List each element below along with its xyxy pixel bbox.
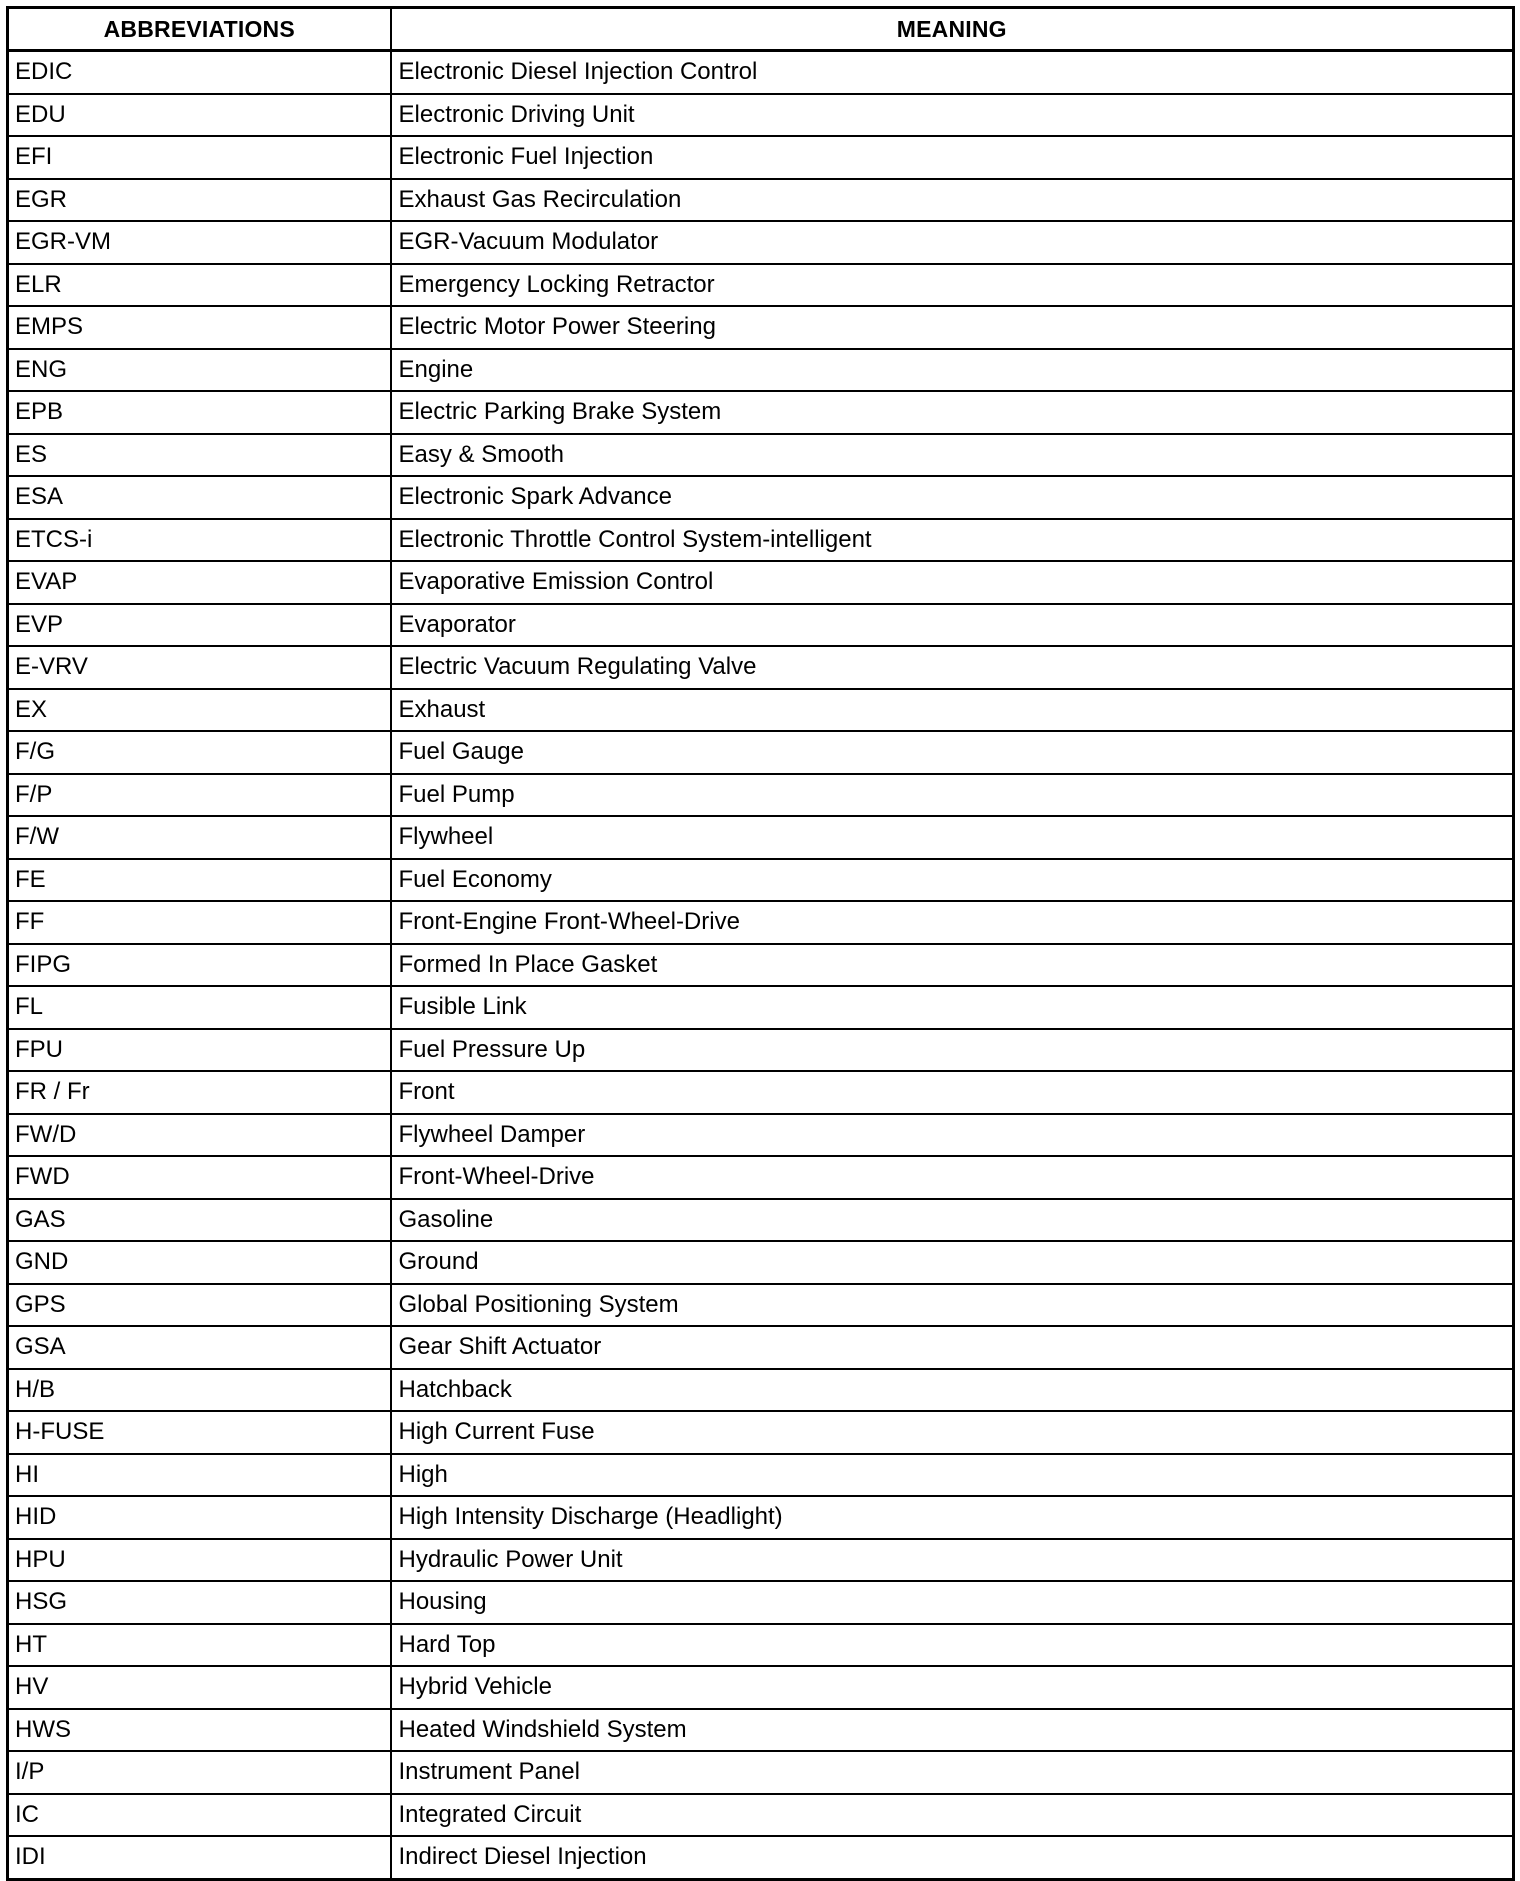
meaning-cell: Electric Vacuum Regulating Valve <box>391 646 1514 689</box>
abbreviation-cell: EDIC <box>8 51 391 94</box>
meaning-cell: Exhaust Gas Recirculation <box>391 179 1514 222</box>
table-row <box>8 1496 1514 1539</box>
table-row <box>8 1624 1514 1667</box>
table-row <box>8 391 1514 434</box>
meaning-cell: Fuel Gauge <box>391 731 1514 774</box>
meaning-cell: Exhaust <box>391 689 1514 732</box>
abbreviation-cell: FF <box>8 901 391 944</box>
table-row <box>8 1326 1514 1369</box>
table-row <box>8 1411 1514 1454</box>
meaning-cell: Global Positioning System <box>391 1284 1514 1327</box>
table-row <box>8 306 1514 349</box>
meaning-cell: Housing <box>391 1581 1514 1624</box>
table-row <box>8 731 1514 774</box>
meaning-cell: Fusible Link <box>391 986 1514 1029</box>
abbreviation-cell: GSA <box>8 1326 391 1369</box>
abbreviation-cell: EVP <box>8 604 391 647</box>
abbreviation-cell: GND <box>8 1241 391 1284</box>
meaning-cell: Flywheel Damper <box>391 1114 1514 1157</box>
meaning-cell: Heated Windshield System <box>391 1709 1514 1752</box>
column-header-abbreviations: ABBREVIATIONS <box>8 8 391 51</box>
meaning-cell: Easy & Smooth <box>391 434 1514 477</box>
meaning-cell: Electric Motor Power Steering <box>391 306 1514 349</box>
table-row <box>8 136 1514 179</box>
table-row <box>8 1114 1514 1157</box>
abbreviation-cell: ENG <box>8 349 391 392</box>
table-row <box>8 859 1514 902</box>
abbreviation-cell: F/P <box>8 774 391 817</box>
meaning-cell: Hard Top <box>391 1624 1514 1667</box>
table-row <box>8 646 1514 689</box>
abbreviation-cell: EFI <box>8 136 391 179</box>
table-row <box>8 1581 1514 1624</box>
table-row <box>8 1836 1514 1879</box>
table-row <box>8 561 1514 604</box>
abbreviation-cell: HID <box>8 1496 391 1539</box>
meaning-cell: Gasoline <box>391 1199 1514 1242</box>
abbreviation-cell: EGR-VM <box>8 221 391 264</box>
meaning-cell: Emergency Locking Retractor <box>391 264 1514 307</box>
table-row <box>8 1454 1514 1497</box>
table-row <box>8 1539 1514 1582</box>
abbreviation-cell: F/W <box>8 816 391 859</box>
table-row <box>8 434 1514 477</box>
meaning-cell: Fuel Economy <box>391 859 1514 902</box>
abbreviation-cell: EGR <box>8 179 391 222</box>
abbreviation-cell: GPS <box>8 1284 391 1327</box>
abbreviations-table <box>6 6 1515 1881</box>
table-row <box>8 1199 1514 1242</box>
abbreviation-cell: FW/D <box>8 1114 391 1157</box>
meaning-cell: Flywheel <box>391 816 1514 859</box>
meaning-cell: EGR-Vacuum Modulator <box>391 221 1514 264</box>
table-row <box>8 476 1514 519</box>
meaning-cell: Fuel Pump <box>391 774 1514 817</box>
table-row <box>8 901 1514 944</box>
abbreviation-cell: ESA <box>8 476 391 519</box>
abbreviation-cell: FE <box>8 859 391 902</box>
table-row <box>8 1029 1514 1072</box>
abbreviation-cell: FWD <box>8 1156 391 1199</box>
meaning-cell: Electronic Throttle Control System-intelligent <box>391 519 1514 562</box>
meaning-cell: Gear Shift Actuator <box>391 1326 1514 1369</box>
table-row <box>8 1794 1514 1837</box>
abbreviation-cell: ELR <box>8 264 391 307</box>
table-row <box>8 1156 1514 1199</box>
table-row <box>8 1751 1514 1794</box>
meaning-cell: Evaporative Emission Control <box>391 561 1514 604</box>
table-row <box>8 816 1514 859</box>
table-row <box>8 986 1514 1029</box>
abbreviation-cell: FR / Fr <box>8 1071 391 1114</box>
abbreviation-cell: I/P <box>8 1751 391 1794</box>
table-row <box>8 1369 1514 1412</box>
abbreviation-cell: EPB <box>8 391 391 434</box>
table-row <box>8 1071 1514 1114</box>
meaning-cell: Hybrid Vehicle <box>391 1666 1514 1709</box>
meaning-cell: Instrument Panel <box>391 1751 1514 1794</box>
meaning-cell: Front <box>391 1071 1514 1114</box>
meaning-cell: Integrated Circuit <box>391 1794 1514 1837</box>
abbreviation-cell: HWS <box>8 1709 391 1752</box>
abbreviation-cell: EVAP <box>8 561 391 604</box>
meaning-cell: Hatchback <box>391 1369 1514 1412</box>
abbreviation-cell: FL <box>8 986 391 1029</box>
table-row <box>8 264 1514 307</box>
meaning-cell: High Intensity Discharge (Headlight) <box>391 1496 1514 1539</box>
table-row <box>8 1666 1514 1709</box>
meaning-cell: Evaporator <box>391 604 1514 647</box>
abbreviation-cell: GAS <box>8 1199 391 1242</box>
abbreviation-cell: EX <box>8 689 391 732</box>
table-row <box>8 349 1514 392</box>
meaning-cell: Front-Wheel-Drive <box>391 1156 1514 1199</box>
abbreviation-cell: EMPS <box>8 306 391 349</box>
abbreviation-cell: H-FUSE <box>8 1411 391 1454</box>
abbreviation-cell: HT <box>8 1624 391 1667</box>
abbreviation-cell: E-VRV <box>8 646 391 689</box>
meaning-cell: High <box>391 1454 1514 1497</box>
meaning-cell: Fuel Pressure Up <box>391 1029 1514 1072</box>
table-row <box>8 604 1514 647</box>
abbreviation-cell: ES <box>8 434 391 477</box>
meaning-cell: Formed In Place Gasket <box>391 944 1514 987</box>
column-header-meaning: MEANING <box>391 8 1514 51</box>
abbreviation-cell: EDU <box>8 94 391 137</box>
meaning-cell: Electronic Diesel Injection Control <box>391 51 1514 94</box>
table-row <box>8 774 1514 817</box>
table-row <box>8 179 1514 222</box>
meaning-cell: Hydraulic Power Unit <box>391 1539 1514 1582</box>
meaning-cell: Indirect Diesel Injection <box>391 1836 1514 1879</box>
meaning-cell: Electronic Driving Unit <box>391 94 1514 137</box>
table-row <box>8 519 1514 562</box>
meaning-cell: High Current Fuse <box>391 1411 1514 1454</box>
table-row <box>8 1284 1514 1327</box>
meaning-cell: Electronic Fuel Injection <box>391 136 1514 179</box>
abbreviation-cell: HI <box>8 1454 391 1497</box>
abbreviation-cell: ETCS-i <box>8 519 391 562</box>
abbreviation-cell: FIPG <box>8 944 391 987</box>
meaning-cell: Electric Parking Brake System <box>391 391 1514 434</box>
abbreviation-cell: F/G <box>8 731 391 774</box>
meaning-cell: Ground <box>391 1241 1514 1284</box>
abbreviation-cell: IC <box>8 1794 391 1837</box>
abbreviation-cell: H/B <box>8 1369 391 1412</box>
table-row <box>8 94 1514 137</box>
table-header-row <box>8 8 1514 51</box>
table-row <box>8 689 1514 732</box>
abbreviation-cell: HSG <box>8 1581 391 1624</box>
abbreviation-cell: HPU <box>8 1539 391 1582</box>
meaning-cell: Electronic Spark Advance <box>391 476 1514 519</box>
table-body <box>8 51 1514 1880</box>
table-row <box>8 1709 1514 1752</box>
meaning-cell: Front-Engine Front-Wheel-Drive <box>391 901 1514 944</box>
abbreviation-cell: HV <box>8 1666 391 1709</box>
table-row <box>8 221 1514 264</box>
abbreviation-cell: FPU <box>8 1029 391 1072</box>
table-row <box>8 51 1514 94</box>
table-row <box>8 944 1514 987</box>
table-row <box>8 1241 1514 1284</box>
meaning-cell: Engine <box>391 349 1514 392</box>
abbreviation-cell: IDI <box>8 1836 391 1879</box>
